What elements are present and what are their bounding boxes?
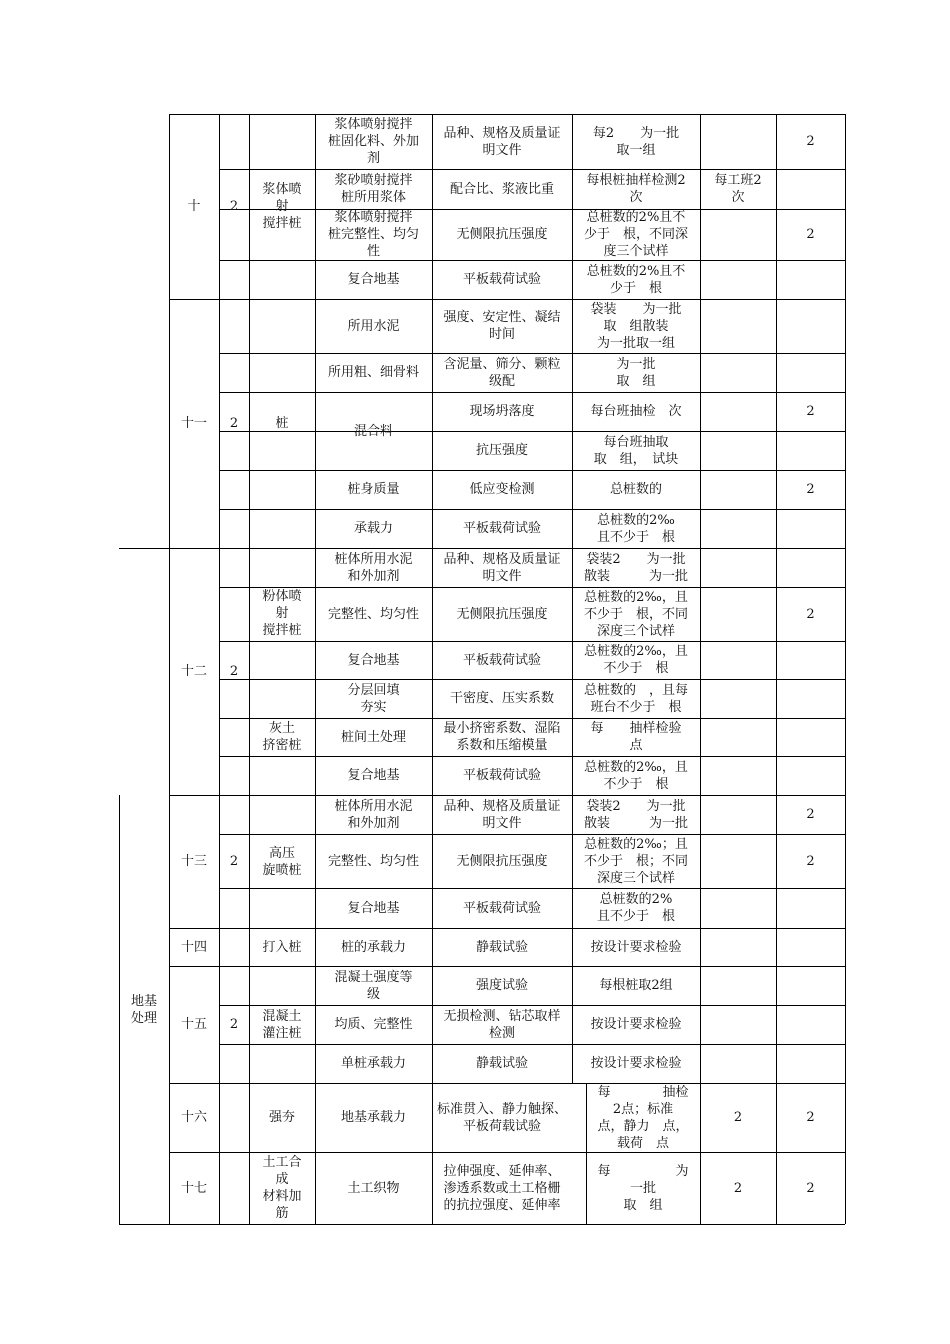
method-cell: 高压 旋喷桩 (262, 845, 302, 878)
remark-cell (700, 209, 776, 260)
sampling-frequency: 每台班抽取 取 组， 试块 (593, 434, 679, 467)
remark-cell (700, 966, 776, 1005)
sampling-frequency: 每根桩抽样检测2 次 (586, 173, 686, 205)
remark-cell (700, 587, 776, 641)
sampling-frequency: 总桩数的2%且不 少于 根 (586, 263, 686, 296)
test-method: 平板载荷试验 (462, 900, 541, 916)
section-number: 十五 (180, 1017, 207, 1032)
grade-cell (219, 1152, 249, 1224)
inspection-item: 桩体所用水泥 和外加剂 (334, 551, 413, 584)
remark-cell: 2 (733, 1180, 743, 1196)
remark-cell (700, 392, 776, 431)
inspection-item: 土工织物 (347, 1180, 400, 1196)
section-number: 十一 (180, 416, 207, 431)
section-number: 十三 (180, 854, 207, 869)
inspection-item: 混凝土强度等 级 (334, 969, 413, 1002)
sampling-frequency: 每2 为一批 取一组 (592, 125, 680, 158)
remark-cell (700, 260, 776, 299)
class-cell (776, 169, 845, 209)
class-cell (776, 1044, 845, 1083)
inspection-item: 地基承载力 (340, 1110, 406, 1125)
test-method: 现场坍落度 (469, 404, 535, 419)
test-method: 平板载荷试验 (462, 521, 541, 536)
section-number: 十六 (180, 1110, 207, 1125)
remark-cell (700, 1005, 776, 1044)
section-number: 十四 (180, 939, 207, 955)
test-method: 抗压强度 (475, 443, 528, 458)
inspection-item: 混合料 (353, 423, 393, 439)
class-cell (776, 299, 845, 353)
remark-cell (700, 756, 776, 795)
inspection-item: 所用水泥 (347, 318, 400, 334)
inspection-item: 复合地基 (347, 768, 400, 783)
test-method: 配合比、浆液比重 (449, 181, 554, 197)
sampling-frequency: 每 为 一批 取 组 (597, 1163, 689, 1213)
sampling-frequency: 每 抽检 2点；标准 点，静力 点， 载荷 点 (597, 1084, 689, 1151)
class-cell: 2 (806, 853, 815, 869)
class-cell (776, 888, 845, 928)
grid-line-v (845, 114, 846, 1224)
sampling-frequency: 总桩数的2‰，且 不少于 根 (584, 759, 688, 792)
test-method: 品种、规格及质量证 明文件 (443, 551, 561, 584)
test-method: 拉伸强度、延伸率、 渗透系数或土工格栅 的抗拉强度、延伸率 (443, 1163, 561, 1213)
inspection-item: 浆体喷射搅拌 桩完整性、均匀 性 (327, 210, 419, 259)
class-cell (776, 431, 845, 470)
method-cell: 粉体喷 射 搅拌桩 (262, 589, 302, 638)
inspection-item: 完整性、均匀性 (327, 853, 419, 869)
class-cell (776, 353, 845, 392)
test-method: 强度试验 (475, 978, 528, 993)
sampling-frequency: 总桩数的2‰，且 不少于 根 (584, 644, 688, 676)
sampling-frequency: 按设计要求检验 (590, 1017, 682, 1032)
method-cell: 强夯 (268, 1110, 295, 1125)
test-method: 平板载荷试验 (462, 768, 541, 783)
class-cell (776, 928, 845, 966)
grid-line-h (119, 548, 169, 549)
class-cell: 2 (806, 606, 815, 622)
test-method: 平板载荷试验 (462, 272, 541, 287)
class-cell: 2 (806, 404, 815, 419)
class-cell (776, 509, 845, 548)
test-method: 低应变检测 (469, 482, 535, 497)
class-cell (776, 718, 845, 756)
category-label: 地基 处理 (130, 993, 157, 1026)
sampling-frequency: 袋装2 为一批 散装 为一批 (583, 551, 688, 584)
inspection-item: 复合地基 (347, 900, 400, 916)
remark-cell (700, 548, 776, 587)
class-cell: 2 (806, 227, 815, 242)
test-method: 平板载荷试验 (462, 652, 541, 668)
test-method: 无侧限抗压强度 (456, 606, 548, 622)
grade-cell: 2 (229, 854, 239, 869)
grade-cell: 2 (229, 1017, 239, 1032)
inspection-item: 复合地基 (347, 272, 400, 287)
sampling-frequency: 每 抽样检验 点 (590, 721, 682, 753)
sampling-frequency: 总桩数的 (609, 482, 662, 497)
method-cell: 浆体喷 射 搅拌桩 (262, 182, 302, 231)
class-cell (776, 679, 845, 718)
remark-cell (700, 431, 776, 470)
section-number: 十二 (180, 664, 207, 679)
method-cell: 灰土 挤密桩 (262, 721, 302, 753)
method-cell: 土工合 成 材料加 筋 (262, 1155, 302, 1221)
sampling-frequency: 为一批 取 组 (616, 356, 656, 389)
grade-cell: 2 (229, 664, 239, 679)
test-method: 强度、安定性、凝结 时间 (443, 310, 561, 342)
test-method: 标准贯入、静力触探、 平板荷载试验 (436, 1101, 567, 1134)
remark-cell (700, 353, 776, 392)
inspection-item: 复合地基 (347, 652, 400, 668)
test-method: 静载试验 (475, 939, 528, 955)
class-cell (776, 641, 845, 679)
inspection-item: 所用粗、细骨料 (327, 365, 419, 380)
class-cell (776, 548, 845, 587)
sampling-frequency: 总桩数的2% 且不少于 根 (596, 892, 675, 924)
inspection-item: 桩的承载力 (340, 939, 406, 955)
grade-cell (219, 1083, 249, 1152)
remark-cell (700, 299, 776, 353)
class-cell (776, 966, 845, 1005)
remark-cell: 每工班2 次 (714, 173, 762, 205)
grid-line-h (119, 1224, 845, 1225)
inspection-item: 单桩承载力 (340, 1056, 406, 1071)
test-method: 品种、规格及质量证 明文件 (443, 125, 561, 158)
grade-cell (219, 928, 249, 966)
test-method: 最小挤密系数、湿陷 系数和压缩模量 (443, 721, 561, 753)
remark-cell (700, 679, 776, 718)
inspection-item: 桩身质量 (347, 482, 400, 497)
test-method: 干密度、压实系数 (449, 691, 554, 706)
section-number: 十七 (180, 1180, 207, 1196)
sampling-frequency: 每根桩取2组 (599, 978, 673, 993)
test-method: 无损检测、钻芯取样 检测 (443, 1008, 561, 1041)
sampling-frequency: 总桩数的 ，且每 班台不少于 根 (583, 682, 688, 715)
inspection-item: 均质、完整性 (334, 1017, 413, 1032)
sampling-frequency: 总桩数的2%且不 少于 根，不同深 度三个试样 (583, 210, 688, 259)
sampling-frequency: 袋装 为一批 取 组散装 为一批取一组 (590, 301, 682, 351)
method-cell: 混凝土 灌注桩 (262, 1008, 302, 1041)
remark-cell (700, 114, 776, 169)
inspection-item: 承载力 (353, 521, 393, 536)
remark-cell (700, 795, 776, 834)
sampling-frequency: 总桩数的2‰；且 不少于 根；不同 深度三个试样 (583, 836, 688, 886)
class-cell: 2 (806, 807, 815, 822)
remark-cell (700, 888, 776, 928)
grade-cell: 2 (229, 416, 239, 431)
inspection-item: 浆体喷射搅拌 桩固化料、外加 剂 (327, 117, 419, 166)
method-cell: 桩 (275, 416, 289, 431)
test-method: 静载试验 (475, 1056, 528, 1071)
class-cell: 2 (806, 1180, 815, 1196)
inspection-item: 浆砂喷射搅拌 桩所用浆体 (334, 173, 413, 205)
class-cell (776, 260, 845, 299)
class-cell (776, 1005, 845, 1044)
sampling-frequency: 按设计要求检验 (590, 939, 682, 955)
remark-cell (700, 928, 776, 966)
sampling-frequency: 总桩数的2‰，且 不少于 根，不同 深度三个试样 (583, 589, 688, 639)
remark-cell (700, 834, 776, 888)
sampling-frequency: 按设计要求检验 (590, 1056, 682, 1071)
sampling-frequency: 每台班抽检 次 (590, 404, 682, 419)
remark-cell (700, 509, 776, 548)
class-cell: 2 (806, 482, 815, 497)
class-cell: 2 (806, 134, 815, 149)
section-number: 十 (187, 199, 201, 214)
inspection-item: 桩体所用水泥 和外加剂 (334, 798, 413, 831)
remark-cell (700, 641, 776, 679)
class-cell: 2 (806, 1110, 815, 1125)
sampling-frequency: 总桩数的2‰ 且不少于 根 (596, 512, 675, 545)
class-cell (776, 756, 845, 795)
grade-cell: 2 (229, 199, 239, 214)
test-method: 品种、规格及质量证 明文件 (443, 798, 561, 831)
sampling-frequency: 袋装2 为一批 散装 为一批 (583, 798, 688, 831)
test-method: 无侧限抗压强度 (456, 227, 548, 242)
remark-cell (700, 718, 776, 756)
remark-cell (700, 1044, 776, 1083)
inspection-item: 分层回填 夯实 (347, 682, 400, 715)
method-cell: 打入桩 (262, 939, 302, 955)
inspection-item: 完整性、均匀性 (327, 606, 419, 622)
inspection-item: 桩间土处理 (340, 729, 406, 745)
test-method: 无侧限抗压强度 (456, 853, 548, 869)
remark-cell: 2 (733, 1110, 743, 1125)
remark-cell (700, 470, 776, 509)
test-method: 含泥量、筛分、颗粒 级配 (443, 356, 561, 389)
